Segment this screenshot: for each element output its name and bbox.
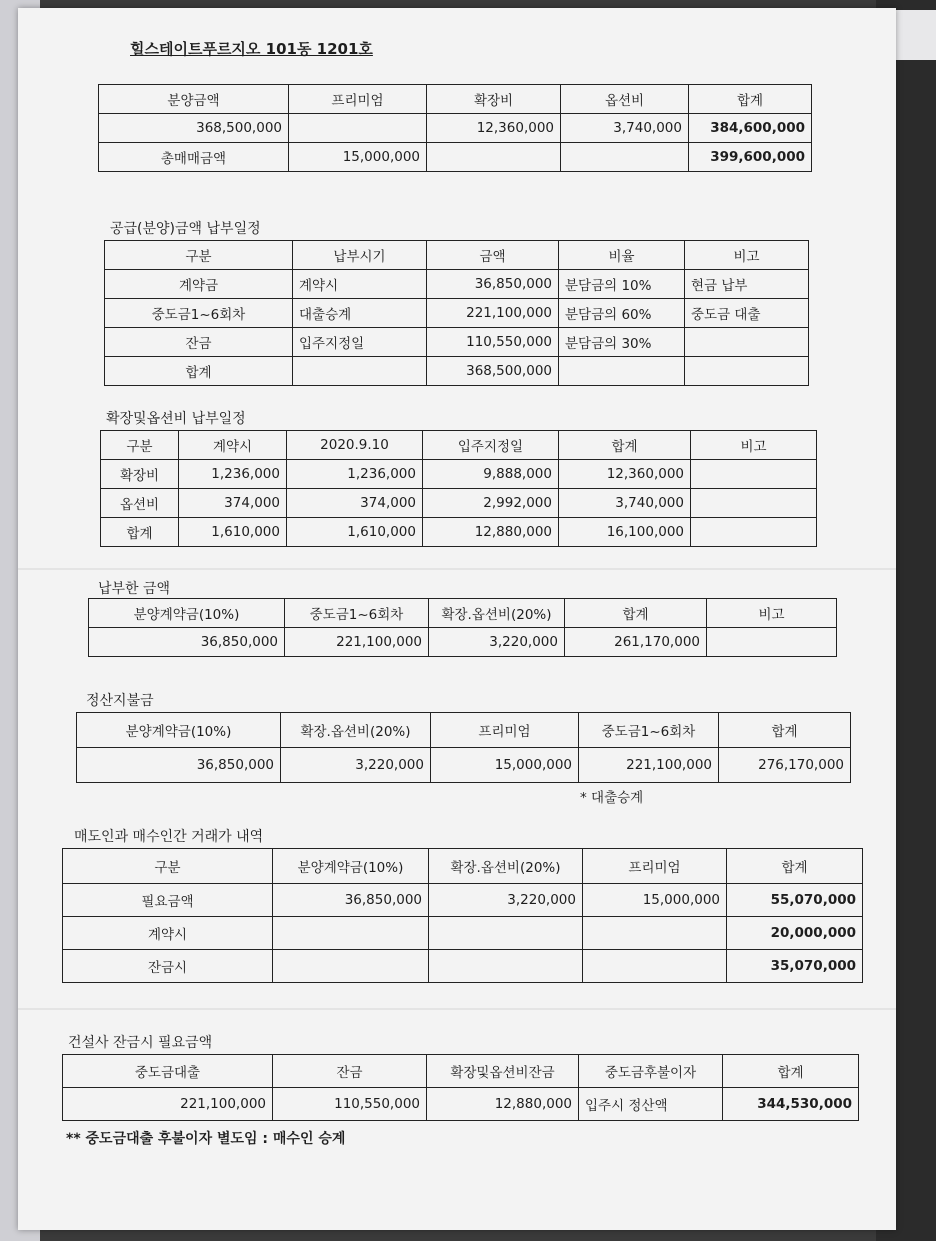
row-label: 합계 (101, 518, 179, 547)
section-title: 매도인과 매수인간 거래가 내역 (74, 829, 264, 845)
header-cell: 비고 (691, 431, 817, 460)
document-title: 힐스테이트푸르지오 101동 1201호 (130, 40, 373, 58)
header-cell: 확장비 (427, 85, 561, 114)
header-cell: 합계 (559, 431, 691, 460)
table-cell (685, 357, 809, 386)
table-row (63, 884, 863, 917)
table-cell: 대출승계 (293, 299, 427, 328)
table-row (99, 143, 812, 172)
table-cell: 15,000,000 (289, 143, 427, 172)
table-cell: 36,850,000 (427, 270, 559, 299)
section-title: 납부한 금액 (98, 581, 171, 597)
section-title: 공급(분양)금액 납부일정 (110, 221, 261, 237)
table-cell: 분담금의 30% (559, 328, 685, 357)
header-cell: 납부시기 (293, 241, 427, 270)
table-cell: 276,170,000 (719, 748, 851, 783)
row-label: 총매매금액 (99, 143, 289, 172)
row-label: 필요금액 (63, 884, 273, 917)
summary-table (98, 84, 812, 172)
header-cell: 중도금후불이자 (579, 1055, 723, 1088)
header-cell: 확장.옵션비(20%) (429, 599, 565, 628)
header-cell: 계약시 (179, 431, 287, 460)
table-cell: 36,850,000 (273, 884, 429, 917)
total-cell: 55,070,000 (727, 884, 863, 917)
table-cell: 1,610,000 (287, 518, 423, 547)
table-cell: 16,100,000 (559, 518, 691, 547)
total-cell: 399,600,000 (689, 143, 812, 172)
paid-amount-table (88, 598, 837, 657)
header-cell: 확장및옵션비잔금 (427, 1055, 579, 1088)
footnote: ** 중도금대출 후불이자 별도임 : 매수인 승계 (66, 1131, 346, 1147)
table-cell (559, 357, 685, 386)
table-cell: 110,550,000 (273, 1088, 427, 1121)
table-row (89, 628, 837, 657)
table-row (63, 1088, 859, 1121)
settlement-table (76, 712, 851, 783)
table-cell (561, 143, 689, 172)
table-cell: 분담금의 10% (559, 270, 685, 299)
header-cell: 비고 (707, 599, 837, 628)
header-cell: 분양계약금(10%) (89, 599, 285, 628)
row-label: 옵션비 (101, 489, 179, 518)
table-row (101, 460, 817, 489)
header-cell: 중도금1~6회차 (285, 599, 429, 628)
header-cell: 합계 (689, 85, 812, 114)
header-cell: 금액 (427, 241, 559, 270)
header-cell: 구분 (63, 849, 273, 884)
row-label: 계약시 (63, 917, 273, 950)
supply-schedule-table (104, 240, 809, 386)
table-row (63, 950, 863, 983)
table-cell (685, 328, 809, 357)
table-header-row (99, 85, 812, 114)
table-header-row (89, 599, 837, 628)
table-cell (583, 917, 727, 950)
table-cell: 12,360,000 (427, 114, 561, 143)
header-cell: 합계 (727, 849, 863, 884)
table-row (105, 328, 809, 357)
table-cell (707, 628, 837, 657)
header-cell: 합계 (719, 713, 851, 748)
table-cell: 374,000 (179, 489, 287, 518)
table-row (105, 299, 809, 328)
table-cell (429, 950, 583, 983)
table-cell: 12,880,000 (427, 1088, 579, 1121)
table-cell: 3,740,000 (561, 114, 689, 143)
row-label: 중도금1~6회차 (105, 299, 293, 328)
header-cell: 구분 (101, 431, 179, 460)
trade-table (62, 848, 863, 983)
table-cell (429, 917, 583, 950)
paper-fold-line (18, 1008, 896, 1010)
table-header-row (105, 241, 809, 270)
header-cell: 분양금액 (99, 85, 289, 114)
header-cell: 확장.옵션비(20%) (429, 849, 583, 884)
extension-schedule-table (100, 430, 817, 547)
table-cell: 9,888,000 (423, 460, 559, 489)
table-cell (273, 950, 429, 983)
total-cell: 344,530,000 (723, 1088, 859, 1121)
table-cell: 1,610,000 (179, 518, 287, 547)
table-cell (293, 357, 427, 386)
table-cell (691, 518, 817, 547)
table-cell: 221,100,000 (63, 1088, 273, 1121)
header-cell: 입주지정일 (423, 431, 559, 460)
total-cell: 20,000,000 (727, 917, 863, 950)
table-cell: 1,236,000 (287, 460, 423, 489)
table-row (105, 270, 809, 299)
row-label: 합계 (105, 357, 293, 386)
table-cell: 3,220,000 (281, 748, 431, 783)
header-cell: 분양계약금(10%) (273, 849, 429, 884)
header-cell: 비고 (685, 241, 809, 270)
table-cell (691, 489, 817, 518)
table-cell: 221,100,000 (427, 299, 559, 328)
table-cell: 입주지정일 (293, 328, 427, 357)
table-header-row (63, 1055, 859, 1088)
header-cell: 구분 (105, 241, 293, 270)
header-cell: 프리미엄 (289, 85, 427, 114)
table-row (99, 114, 812, 143)
row-label: 잔금시 (63, 950, 273, 983)
table-cell: 계약시 (293, 270, 427, 299)
table-cell: 261,170,000 (565, 628, 707, 657)
table-row (101, 489, 817, 518)
table-cell: 368,500,000 (99, 114, 289, 143)
header-cell: 프리미엄 (583, 849, 727, 884)
header-cell: 중도금1~6회차 (579, 713, 719, 748)
table-cell: 36,850,000 (89, 628, 285, 657)
table-cell (691, 460, 817, 489)
table-cell (289, 114, 427, 143)
header-cell: 중도금대출 (63, 1055, 273, 1088)
table-row (105, 357, 809, 386)
table-cell: 3,220,000 (429, 628, 565, 657)
header-cell: 분양계약금(10%) (77, 713, 281, 748)
header-cell: 비율 (559, 241, 685, 270)
table-row (77, 748, 851, 783)
header-cell: 잔금 (273, 1055, 427, 1088)
row-label: 잔금 (105, 328, 293, 357)
header-cell: 확장.옵션비(20%) (281, 713, 431, 748)
document-paper (18, 8, 896, 1230)
loan-transfer-note: * 대출승계 (580, 790, 644, 806)
total-cell: 35,070,000 (727, 950, 863, 983)
table-cell: 분담금의 60% (559, 299, 685, 328)
table-header-row (63, 849, 863, 884)
table-cell: 12,360,000 (559, 460, 691, 489)
table-cell: 3,740,000 (559, 489, 691, 518)
table-cell: 36,850,000 (77, 748, 281, 783)
paper-fold-line (18, 568, 896, 570)
header-cell: 옵션비 (561, 85, 689, 114)
header-cell: 합계 (723, 1055, 859, 1088)
table-cell: 1,236,000 (179, 460, 287, 489)
builder-balance-table (62, 1054, 859, 1121)
table-row (101, 518, 817, 547)
background-right-paper (896, 10, 936, 60)
section-title: 확장및옵션비 납부일정 (106, 411, 246, 427)
table-cell: 12,880,000 (423, 518, 559, 547)
total-cell: 384,600,000 (689, 114, 812, 143)
table-header-row (77, 713, 851, 748)
table-cell: 221,100,000 (579, 748, 719, 783)
table-cell: 110,550,000 (427, 328, 559, 357)
table-cell: 374,000 (287, 489, 423, 518)
table-row (63, 917, 863, 950)
header-cell: 2020.9.10 (287, 431, 423, 460)
table-cell: 중도금 대출 (685, 299, 809, 328)
table-header-row (101, 431, 817, 460)
table-cell: 221,100,000 (285, 628, 429, 657)
row-label: 계약금 (105, 270, 293, 299)
table-cell: 15,000,000 (583, 884, 727, 917)
table-cell: 2,992,000 (423, 489, 559, 518)
table-cell: 15,000,000 (431, 748, 579, 783)
header-cell: 프리미엄 (431, 713, 579, 748)
table-cell: 3,220,000 (429, 884, 583, 917)
row-label: 확장비 (101, 460, 179, 489)
section-title: 정산지불금 (86, 693, 154, 709)
table-cell: 입주시 정산액 (579, 1088, 723, 1121)
header-cell: 합계 (565, 599, 707, 628)
table-cell: 현금 납부 (685, 270, 809, 299)
table-cell: 368,500,000 (427, 357, 559, 386)
table-cell (427, 143, 561, 172)
table-cell (583, 950, 727, 983)
section-title: 건설사 잔금시 필요금액 (68, 1035, 213, 1051)
table-cell (273, 917, 429, 950)
